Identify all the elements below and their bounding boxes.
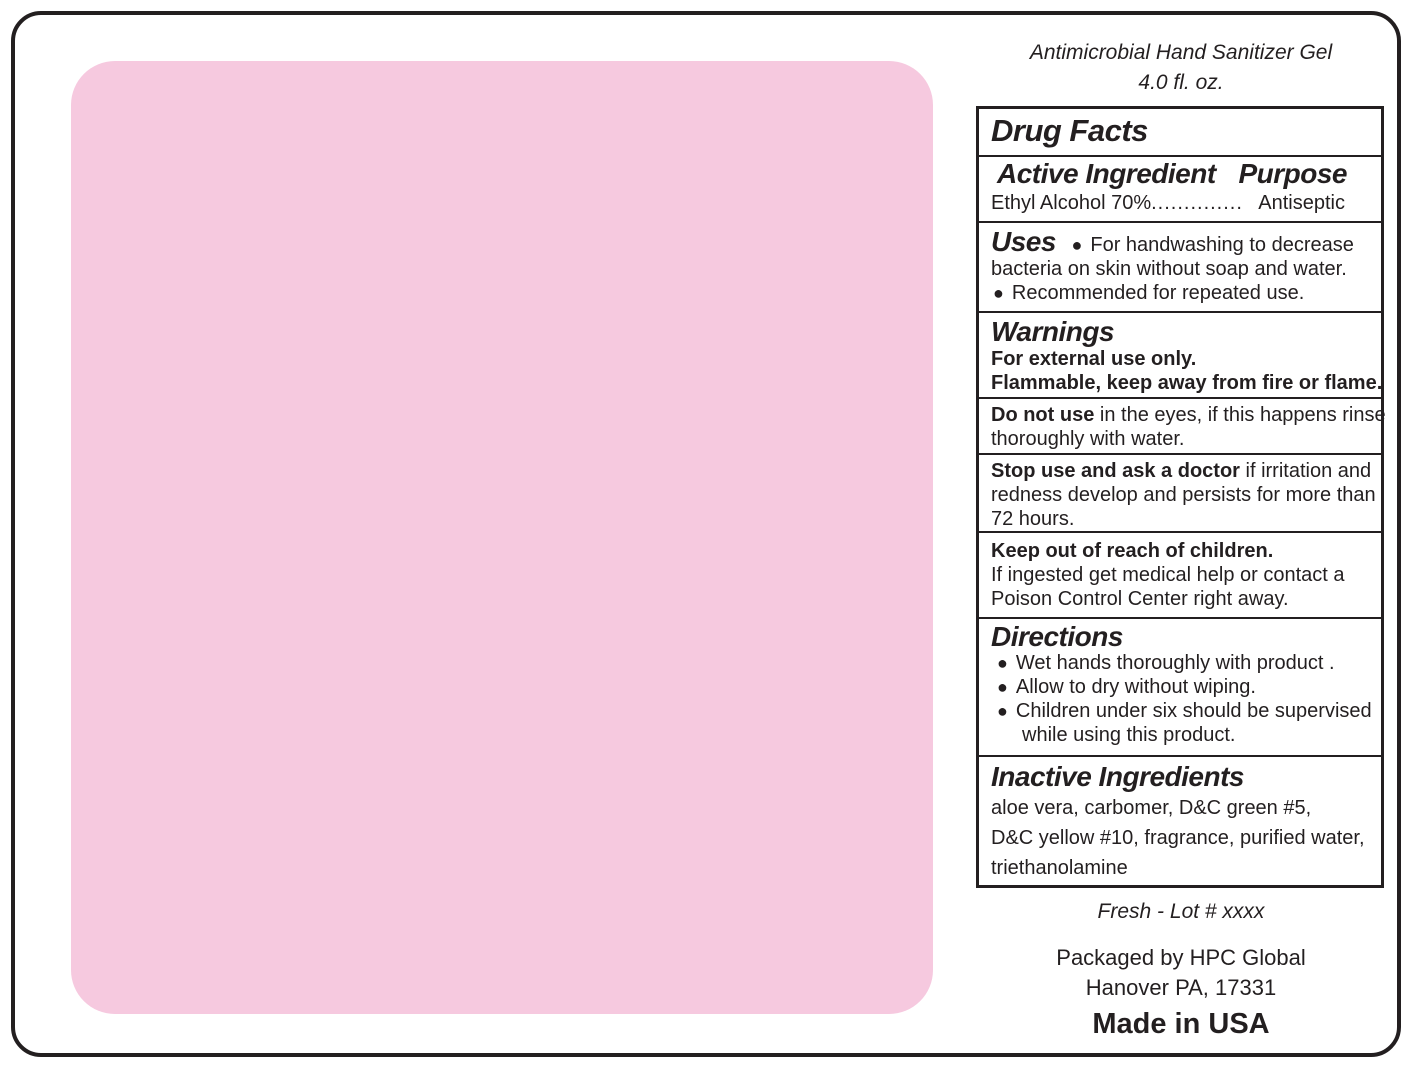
- warnings-section: [979, 311, 1381, 397]
- inactive-ingredients-heading: Inactive Ingredients: [991, 761, 1244, 792]
- drug-facts-panel: [976, 106, 1384, 888]
- inactive-line-1: aloe vera, carbomer, D&C green #5,: [991, 797, 1312, 819]
- do-not-use-text-1: in the eyes, if this happens rinse: [1094, 404, 1386, 426]
- stop-use-bold: Stop use and ask a doctor: [991, 460, 1240, 482]
- leader-dots: ..............: [1151, 192, 1243, 214]
- keep-out-bold: Keep out of reach of children.: [991, 540, 1274, 562]
- warnings-line-1: For external use only.: [991, 348, 1197, 370]
- bullet-icon: ●: [1071, 235, 1083, 255]
- inactive-line-3: triethanolamine: [991, 857, 1128, 879]
- warnings-heading: Warnings: [991, 316, 1115, 347]
- bullet-icon: ●: [997, 701, 1008, 721]
- lot-number: Fresh - Lot # xxxx: [1097, 900, 1265, 923]
- purpose-heading: Purpose: [1238, 158, 1347, 189]
- bullet-icon: ●: [997, 677, 1008, 697]
- drug-facts-title: Drug Facts: [991, 113, 1148, 148]
- do-not-use-section: [979, 397, 1386, 453]
- inactive-ingredients-section: [979, 755, 1381, 885]
- packaged-by: Packaged by HPC Global: [1056, 945, 1306, 970]
- uses-section: [979, 221, 1381, 311]
- stop-use-text-1: if irritation and: [1239, 460, 1372, 482]
- uses-line-2: bacteria on skin without soap and water.: [991, 258, 1347, 280]
- stop-use-text-2: redness develop and persists for more than: [991, 484, 1376, 506]
- directions-item-3b: while using this product.: [1022, 724, 1236, 746]
- keep-out-text-1: If ingested get medical help or contact a: [991, 564, 1345, 586]
- active-ingredient-section: [979, 155, 1381, 221]
- packager-address: Hanover PA, 17331: [1085, 975, 1277, 1000]
- directions-item-1: Wet hands thoroughly with product .: [1015, 652, 1335, 674]
- keep-out-section: [979, 531, 1381, 617]
- directions-item-2: Allow to dry without wiping.: [1015, 676, 1256, 698]
- uses-line-1: For handwashing to decrease: [1090, 234, 1354, 256]
- inactive-line-2: D&C yellow #10, fragrance, purified water,: [991, 827, 1365, 849]
- do-not-use-bold: Do not use: [991, 404, 1095, 426]
- stop-use-section: [979, 453, 1381, 531]
- do-not-use-text-2: thoroughly with water.: [991, 428, 1185, 450]
- product-name: Antimicrobial Hand Sanitizer Gel: [1029, 41, 1333, 64]
- stop-use-text-3: 72 hours.: [991, 508, 1075, 530]
- pink-front-panel: [71, 61, 933, 1014]
- uses-heading: Uses: [991, 226, 1056, 257]
- made-in-usa: Made in USA: [1092, 1008, 1270, 1040]
- warnings-line-2: Flammable, keep away from fire or flame.: [991, 372, 1383, 394]
- drug-facts-title-section: [991, 115, 1148, 147]
- active-ingredient-purpose: Antiseptic: [1258, 192, 1345, 214]
- bullet-icon: ●: [993, 283, 1004, 303]
- directions-item-3a: Children under six should be supervised: [1015, 700, 1372, 722]
- keep-out-text-2: Poison Control Center right away.: [991, 588, 1289, 610]
- product-size: 4.0 fl. oz.: [1138, 71, 1224, 94]
- bullet-icon: ●: [997, 653, 1008, 673]
- active-ingredient-heading: Active Ingredient: [997, 158, 1216, 189]
- directions-heading: Directions: [991, 621, 1123, 652]
- active-ingredient-name: Ethyl Alcohol 70%: [991, 192, 1152, 214]
- directions-section: [979, 617, 1381, 755]
- product-header: [980, 38, 1382, 98]
- uses-line-3: Recommended for repeated use.: [1011, 282, 1305, 304]
